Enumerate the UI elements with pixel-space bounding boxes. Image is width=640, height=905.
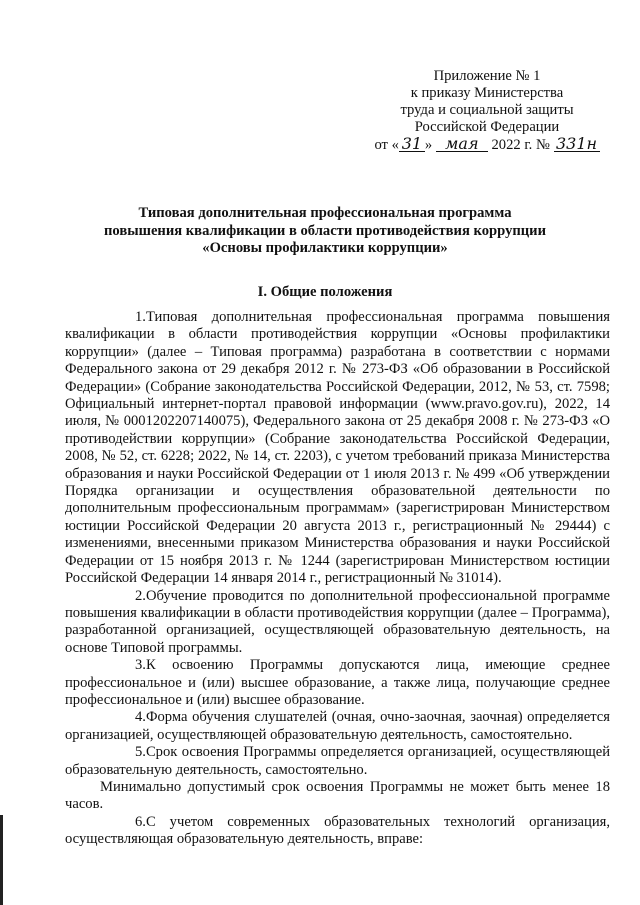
paragraph [65, 779, 610, 814]
paragraph [65, 657, 610, 709]
appendix-line: Приложение № 1 [433, 68, 541, 84]
title-line: «Основы профилактики коррупции» [202, 240, 448, 256]
document-title [40, 205, 610, 258]
paragraph-number: 5. [135, 744, 146, 761]
paragraph-text: Типовая дополнительная профессиональная программа повышения квалификации в области противодействия коррупции «Основы профилактики коррупции» (далее – Типовая программа) разработана в соответствии с нормами Федерального закона от 29 декабря 2012 г. № 273-ФЗ «Об образовании в Российской Федерации» (Собрание законодательства Российской Федерации, 2012, № 53, ст. 7598; Официальный интернет-портал правовой информации (www.pravo.gov.ru), 2022, 14 июля, № 0001202207140075), Федерального закона от 25 декабря 2008 г. № 273-ФЗ «О противодействии коррупции» (Собрание законодательства Российской Федерации, 2008, № 52, ст. 6228; 2022, № 14, ст. 2203), с учетом требований приказа Министерства образования и науки Российской Федерации от 1 июля 2013 г. № 499 «Об утверждении Порядка организации и осуществления образовательной деятельности по дополнительным профессиональным программам» (зарегистрирован Министерством юстиции Российской Федерации 20 августа 2013 г., регистрационный № 29444) с изменениями, внесенными приказом Министерства образования и науки Российской Федерации от 15 ноября 2013 г. № 1244 (зарегистрирован Министерством юстиции Российской Федерации 14 января 2014 г., регистрационный № 31014). [65, 309, 610, 587]
appendix-line: труда и социальной защиты [400, 102, 574, 118]
paragraph-number: 6. [135, 813, 146, 830]
title-line: повышения квалификации в области противодействия коррупции [104, 222, 546, 239]
title-line: Типовая дополнительная профессиональная программа [138, 205, 512, 221]
paragraph [65, 309, 610, 588]
paragraph-number: 2. [135, 587, 146, 604]
paragraph [65, 709, 610, 744]
paragraph [65, 588, 610, 658]
date-prefix: от « [374, 137, 399, 153]
date-month-handwritten: мая [436, 136, 488, 152]
date-year: 2022 г. № [487, 137, 554, 153]
appendix-line: к приказу Министерства [410, 85, 564, 101]
paragraph-text: Срок освоения Программы определяется организацией, осуществляющей образовательную деятельность, самостоятельно. [65, 744, 610, 778]
section-heading: I. Общие положения [257, 284, 393, 300]
paragraph-text: Форма обучения слушателей (очная, очно-заочная, заочная) определяется организацией, осуществляющей образовательную деятельность, самостоятельно. [65, 709, 610, 743]
paragraph-text: Минимально допустимый срок освоения Программы не может быть менее 18 часов. [65, 778, 610, 813]
paragraph-number: 1. [135, 309, 146, 325]
paragraph-text: К освоению Программы допускаются лица, имеющие среднее профессиональное и (или) высшее образование, а также лица, получающие среднее профессиональное и (или) высшее образование. [65, 657, 610, 708]
date-day-handwritten: 31 [399, 136, 425, 152]
paragraph-text: С учетом современных образовательных технологий организация, осуществляющая образовательную деятельность, вправе: [65, 813, 610, 848]
paragraph [65, 814, 610, 849]
order-number-handwritten: 331н [554, 136, 600, 152]
paragraph-number: 4. [135, 709, 146, 726]
date-mid: » [424, 137, 436, 153]
body-text [65, 309, 610, 849]
appendix-line: Российской Федерации [414, 119, 560, 135]
paragraph [65, 744, 610, 779]
paragraph-number: 3. [135, 657, 146, 674]
appendix-header [352, 68, 622, 154]
appendix-date-line [352, 136, 622, 154]
paragraph-text: Обучение проводится по дополнительной профессиональной программе повышения квалификации в области противодействия коррупции (далее – Программа), разработанной организацией, осуществляющей образовательную деятельность, на основе Типовой программы. [65, 587, 610, 656]
scan-edge-mark [0, 815, 3, 905]
